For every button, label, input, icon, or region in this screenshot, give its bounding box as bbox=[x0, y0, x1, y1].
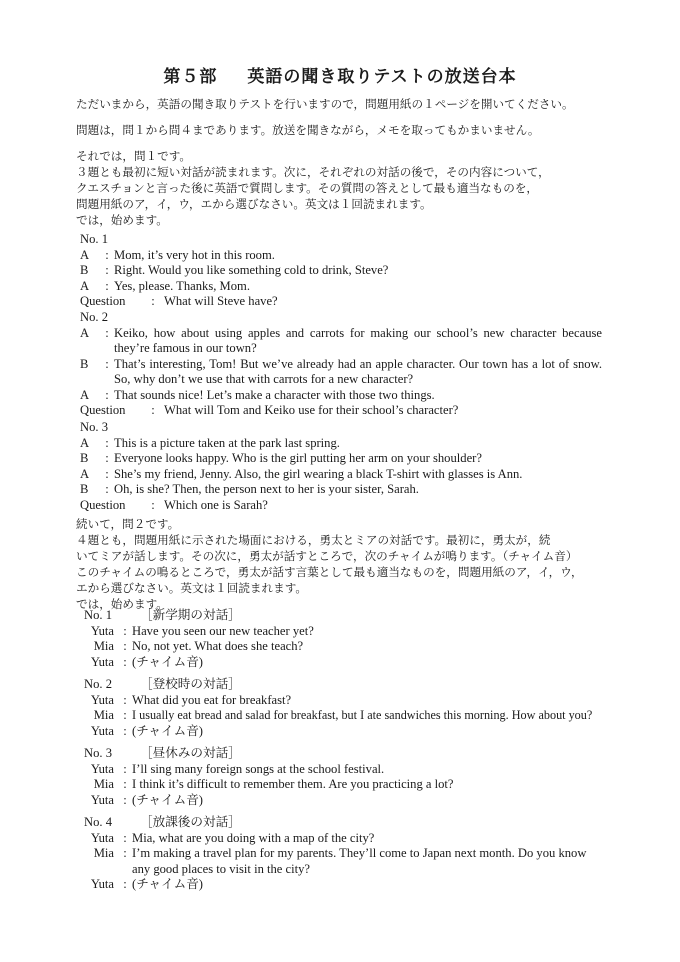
speaker-label: Mia bbox=[93, 639, 114, 653]
dialogue-line bbox=[84, 793, 606, 809]
q1-no2 bbox=[80, 310, 602, 419]
scene-label: ［新学期の対話］ bbox=[140, 608, 241, 622]
speaker-label: B bbox=[80, 482, 89, 496]
utterance-text: No, not yet. What does she teach? bbox=[132, 639, 304, 653]
speaker-colon: : bbox=[123, 708, 127, 722]
dialogue-line bbox=[84, 831, 606, 847]
speaker-colon: : bbox=[105, 482, 109, 496]
scene-label: ［昼休みの対話］ bbox=[140, 746, 241, 760]
dialogue-number: No. 3 bbox=[84, 746, 112, 760]
dialogue-line bbox=[80, 436, 602, 452]
dialogue-line bbox=[80, 248, 602, 264]
dialogue-line bbox=[84, 846, 606, 877]
dialogue-line bbox=[80, 388, 602, 404]
intro-line-2: 問題は，問１から問４まであります。放送を聞きながら，メモを取ってもかまいません。 bbox=[76, 123, 540, 137]
dialogue-header bbox=[84, 608, 606, 624]
scene-label: ［放課後の対話］ bbox=[140, 815, 241, 829]
dialogue-number: No. 3 bbox=[80, 420, 108, 434]
utterance-text: Right. Would you like something cold to drink, Steve? bbox=[114, 263, 389, 277]
q2-no3 bbox=[84, 746, 606, 808]
dialogue-line bbox=[80, 357, 602, 388]
dialogue-number: No. 1 bbox=[84, 608, 112, 622]
dialogue-line bbox=[80, 263, 602, 279]
utterance-text: I think it’s difficult to remember them. Are you practicing a lot? bbox=[132, 777, 454, 791]
utterance-text: I usually eat bread and salad for breakfast, but I ate sandwiches this morning. How about you? bbox=[132, 708, 593, 722]
utterance-text: Yes, please. Thanks, Mom. bbox=[114, 278, 250, 293]
utterance-text: (チャイム音) bbox=[132, 792, 203, 807]
dialogue-line bbox=[84, 762, 606, 778]
q2-no2 bbox=[84, 677, 612, 739]
speaker-colon: : bbox=[123, 654, 127, 669]
speaker-label: A bbox=[80, 435, 90, 450]
speaker-label: A bbox=[80, 247, 90, 262]
dialogue-line bbox=[80, 451, 602, 467]
dialogue-line bbox=[80, 326, 602, 357]
speaker-label: Mia bbox=[93, 846, 114, 860]
speaker-label: Mia bbox=[93, 777, 114, 791]
speaker-label: Yuta bbox=[90, 654, 114, 669]
utterance-text: What will Tom and Keiko use for their school’s character? bbox=[164, 403, 459, 417]
dialogue-line bbox=[84, 639, 606, 655]
speaker-label: Yuta bbox=[90, 877, 114, 891]
speaker-colon: : bbox=[123, 792, 127, 807]
speaker-colon: : bbox=[123, 639, 127, 653]
dialogue-number: No. 2 bbox=[80, 310, 108, 324]
speaker-label: Question bbox=[80, 497, 126, 512]
speaker-label: Yuta bbox=[90, 623, 114, 638]
utterance-text: That’s interesting, Tom! But we’ve already had an apple character. Our town has a lot of snow. So, why don’t we use that with carrots for a new character? bbox=[114, 356, 602, 386]
utterance-text: (チャイム音) bbox=[132, 654, 203, 669]
speaker-colon: : bbox=[151, 497, 155, 512]
speaker-colon: : bbox=[151, 403, 155, 417]
utterance-text: Mom, it’s very hot in this room. bbox=[114, 247, 275, 262]
speaker-label: Yuta bbox=[90, 830, 114, 845]
speaker-label: A bbox=[80, 325, 90, 340]
speaker-colon: : bbox=[105, 263, 109, 277]
dialogue-header bbox=[84, 815, 606, 831]
dialogue-header bbox=[84, 677, 612, 693]
speaker-colon: : bbox=[123, 777, 127, 791]
speaker-colon: : bbox=[105, 466, 109, 481]
dialogue-header bbox=[84, 746, 606, 762]
page-title bbox=[0, 62, 680, 87]
utterance-text: (チャイム音) bbox=[132, 877, 203, 891]
speaker-colon: : bbox=[123, 761, 127, 776]
speaker-colon: : bbox=[123, 846, 127, 860]
dialogue-number: No. 4 bbox=[84, 815, 112, 829]
speaker-colon: : bbox=[105, 435, 109, 450]
speaker-colon: : bbox=[105, 387, 109, 402]
speaker-label: B bbox=[80, 356, 89, 371]
utterance-text: What did you eat for breakfast? bbox=[132, 692, 292, 707]
speaker-label: A bbox=[80, 387, 90, 402]
utterance-text: What will Steve have? bbox=[164, 294, 278, 308]
utterance-text: Have you seen our new teacher yet? bbox=[132, 623, 314, 638]
utterance-text: Everyone looks happy. Who is the girl putting her arm on your shoulder? bbox=[114, 451, 482, 465]
dialogue-line bbox=[84, 693, 612, 709]
dialogue-line bbox=[84, 724, 612, 740]
dialogue-line bbox=[84, 655, 606, 671]
utterance-text: Which one is Sarah? bbox=[164, 497, 268, 512]
q1-instructions: それでは，問１です。 ３題とも最初に短い対話が読まれます。次に，それぞれの対話の後で，その内容について， クエスチョンと言った後に英語で質問します。その質問の答えとして最も適当なものを， 問題用紙のア，イ，ウ，エから選びなさい。英文は１回読まれます。 では，始めます。 bbox=[76, 149, 550, 227]
speaker-label: Yuta bbox=[90, 761, 114, 776]
speaker-colon: : bbox=[105, 356, 109, 371]
utterance-text: (チャイム音) bbox=[132, 723, 203, 738]
speaker-colon: : bbox=[105, 247, 109, 262]
speaker-label: A bbox=[80, 466, 90, 481]
speaker-label: Yuta bbox=[90, 692, 114, 707]
speaker-colon: : bbox=[105, 278, 109, 293]
title-part: 第５部 bbox=[163, 67, 218, 87]
speaker-label: Question bbox=[80, 294, 126, 308]
speaker-colon: : bbox=[123, 692, 127, 707]
speaker-label: Yuta bbox=[90, 723, 114, 738]
q1-no1 bbox=[80, 232, 602, 310]
dialogue-line bbox=[80, 467, 602, 483]
speaker-colon: : bbox=[123, 623, 127, 638]
question-line bbox=[80, 498, 602, 514]
dialogue-line bbox=[84, 877, 606, 893]
speaker-label: B bbox=[80, 451, 89, 465]
utterance-text: That sounds nice! Let’s make a character with those two things. bbox=[114, 387, 435, 402]
utterance-text: Oh, is she? Then, the person next to her is your sister, Sarah. bbox=[114, 482, 419, 496]
title-main: 英語の聞き取りテストの放送台本 bbox=[247, 67, 517, 87]
dialogue-line bbox=[84, 777, 606, 793]
question-line bbox=[80, 294, 602, 310]
dialogue-line bbox=[80, 279, 602, 295]
speaker-colon: : bbox=[105, 325, 109, 340]
speaker-label: Question bbox=[80, 403, 126, 417]
utterance-text: Mia, what are you doing with a map of the city? bbox=[132, 830, 375, 845]
q2-no4 bbox=[84, 815, 606, 893]
question-line bbox=[80, 403, 602, 419]
utterance-text: This is a picture taken at the park last spring. bbox=[114, 435, 340, 450]
dialogue-line bbox=[84, 624, 606, 640]
q1-no3 bbox=[80, 420, 602, 513]
utterance-text: Keiko, how about using apples and carrots for making our school’s new character because they’re famous in our town? bbox=[114, 325, 602, 355]
speaker-colon: : bbox=[123, 877, 127, 891]
scene-label: ［登校時の対話］ bbox=[140, 677, 241, 691]
dialogue-line bbox=[80, 482, 602, 498]
utterance-text: I’ll sing many foreign songs at the school festival. bbox=[132, 761, 385, 776]
dialogue-number: No. 1 bbox=[80, 232, 108, 246]
speaker-colon: : bbox=[123, 830, 127, 845]
speaker-colon: : bbox=[105, 451, 109, 465]
dialogue-number: No. 2 bbox=[84, 677, 112, 691]
intro-line-1: ただいまから，英語の聞き取りテストを行いますので，問題用紙の１ページを開いてください。 bbox=[76, 97, 574, 111]
speaker-colon: : bbox=[123, 723, 127, 738]
dialogue-line bbox=[84, 708, 612, 724]
q2-no1 bbox=[84, 608, 606, 670]
utterance-text: She’s my friend, Jenny. Also, the girl wearing a black T-shirt with glasses is Ann. bbox=[114, 466, 523, 481]
utterance-text: I’m making a travel plan for my parents. They’ll come to Japan next month. Do you know any good places to visit in the city? bbox=[132, 846, 587, 876]
speaker-label: A bbox=[80, 278, 90, 293]
speaker-label: Yuta bbox=[90, 792, 114, 807]
speaker-colon: : bbox=[151, 294, 155, 308]
q2-instructions: 続いて，問２です。 ４題とも，問題用紙に示された場面における，勇太とミアの対話です。最初に，勇太が，続 いてミアが話します。その次に，勇太が話すところで，次のチャイムが鳴ります。（チャイム音） このチャイムの鳴るところで，勇太が話す言葉として最も適当なものを，問題用紙のア，イ，ウ， エから選びなさい。英文は１回読まれます。 では，始めます。 bbox=[76, 517, 583, 611]
speaker-label: Mia bbox=[93, 708, 114, 722]
speaker-label: B bbox=[80, 263, 89, 277]
